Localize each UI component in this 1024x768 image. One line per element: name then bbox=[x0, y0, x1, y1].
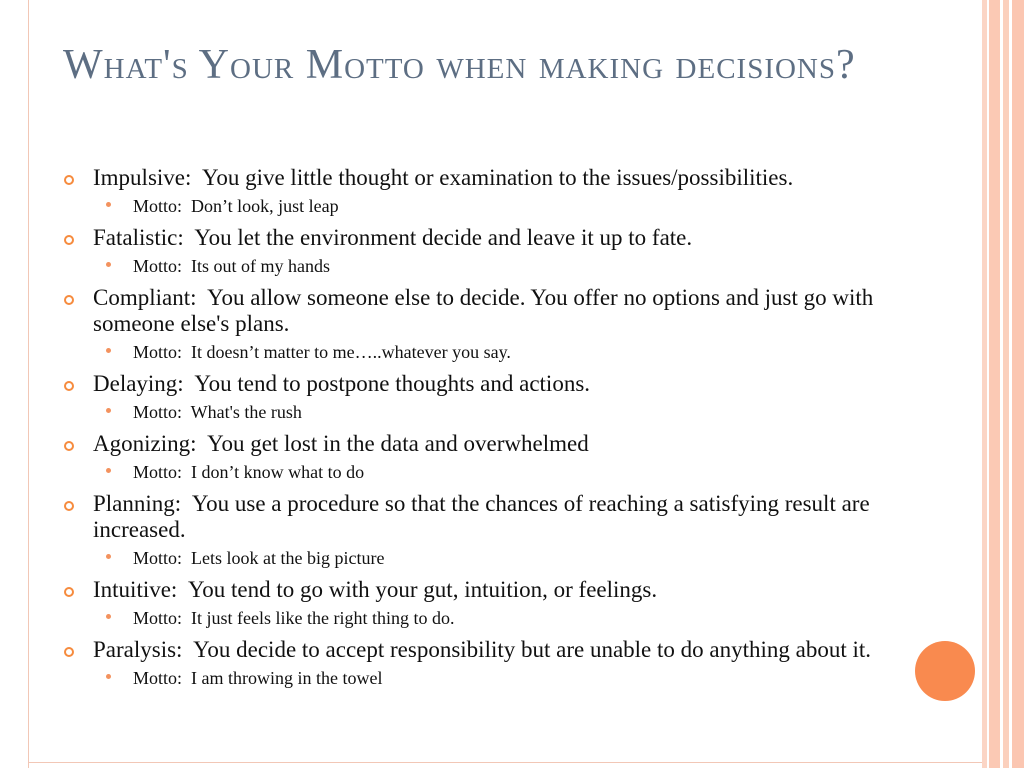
dot-bullet-icon bbox=[106, 554, 111, 559]
motto-text: Motto: Lets look at the big picture bbox=[133, 548, 385, 568]
ring-bullet-icon bbox=[64, 235, 74, 245]
sub-list-item bbox=[93, 341, 943, 363]
motto-text: Motto: I am throwing in the towel bbox=[133, 668, 383, 688]
list-item bbox=[63, 491, 943, 569]
sub-list-item bbox=[93, 607, 943, 629]
frame-bottom-line bbox=[28, 762, 1024, 763]
dot-bullet-icon bbox=[106, 468, 111, 473]
slide-title: What's Your Motto when making decisions? bbox=[63, 42, 856, 88]
dot-bullet-icon bbox=[106, 408, 111, 413]
item-text: Impulsive: You give little thought or examination to the issues/possibilities. bbox=[93, 165, 794, 190]
dot-bullet-icon bbox=[106, 614, 111, 619]
item-text: Paralysis: You decide to accept responsibility but are unable to do anything about it. bbox=[93, 637, 872, 662]
list-item bbox=[63, 165, 943, 217]
decorative-stripe bbox=[1012, 0, 1024, 768]
motto-text: Motto: It just feels like the right thing to do. bbox=[133, 608, 455, 628]
ring-bullet-icon bbox=[64, 381, 74, 391]
motto-text: Motto: It doesn’t matter to me…..whatever you say. bbox=[133, 342, 511, 362]
item-text: Intuitive: You tend to go with your gut, intuition, or feelings. bbox=[93, 577, 658, 602]
item-text: Agonizing: You get lost in the data and overwhelmed bbox=[93, 431, 589, 456]
bullet-list bbox=[63, 165, 943, 697]
list-item bbox=[63, 577, 943, 629]
list-item bbox=[63, 637, 943, 689]
list-item bbox=[63, 431, 943, 483]
item-text: Delaying: You tend to postpone thoughts and actions. bbox=[93, 371, 591, 396]
decorative-stripe bbox=[989, 0, 1000, 768]
decorative-circle-icon bbox=[915, 641, 975, 701]
motto-text: Motto: Don’t look, just leap bbox=[133, 196, 339, 216]
motto-text: Motto: Its out of my hands bbox=[133, 256, 330, 276]
ring-bullet-icon bbox=[64, 295, 74, 305]
motto-text: Motto: I don’t know what to do bbox=[133, 462, 365, 482]
sub-list-item bbox=[93, 461, 943, 483]
sub-list-item bbox=[93, 255, 943, 277]
list-item bbox=[63, 371, 943, 423]
dot-bullet-icon bbox=[106, 348, 111, 353]
ring-bullet-icon bbox=[64, 501, 74, 511]
sub-list-item bbox=[93, 547, 943, 569]
motto-text: Motto: What's the rush bbox=[133, 402, 302, 422]
item-text: Planning: You use a procedure so that the chances of reaching a satisfying result are increased. bbox=[93, 491, 876, 542]
list-item bbox=[63, 285, 943, 363]
dot-bullet-icon bbox=[106, 674, 111, 679]
list-item bbox=[63, 225, 943, 277]
sub-list-item bbox=[93, 667, 943, 689]
item-text: Compliant: You allow someone else to decide. You offer no options and just go with someone else's plans. bbox=[93, 285, 880, 336]
frame-left-line bbox=[28, 0, 29, 768]
dot-bullet-icon bbox=[106, 262, 111, 267]
ring-bullet-icon bbox=[64, 587, 74, 597]
sub-list-item bbox=[93, 195, 943, 217]
ring-bullet-icon bbox=[64, 441, 74, 451]
sub-list-item bbox=[93, 401, 943, 423]
ring-bullet-icon bbox=[64, 647, 74, 657]
ring-bullet-icon bbox=[64, 175, 74, 185]
dot-bullet-icon bbox=[106, 202, 111, 207]
item-text: Fatalistic: You let the environment decide and leave it up to fate. bbox=[93, 225, 693, 250]
